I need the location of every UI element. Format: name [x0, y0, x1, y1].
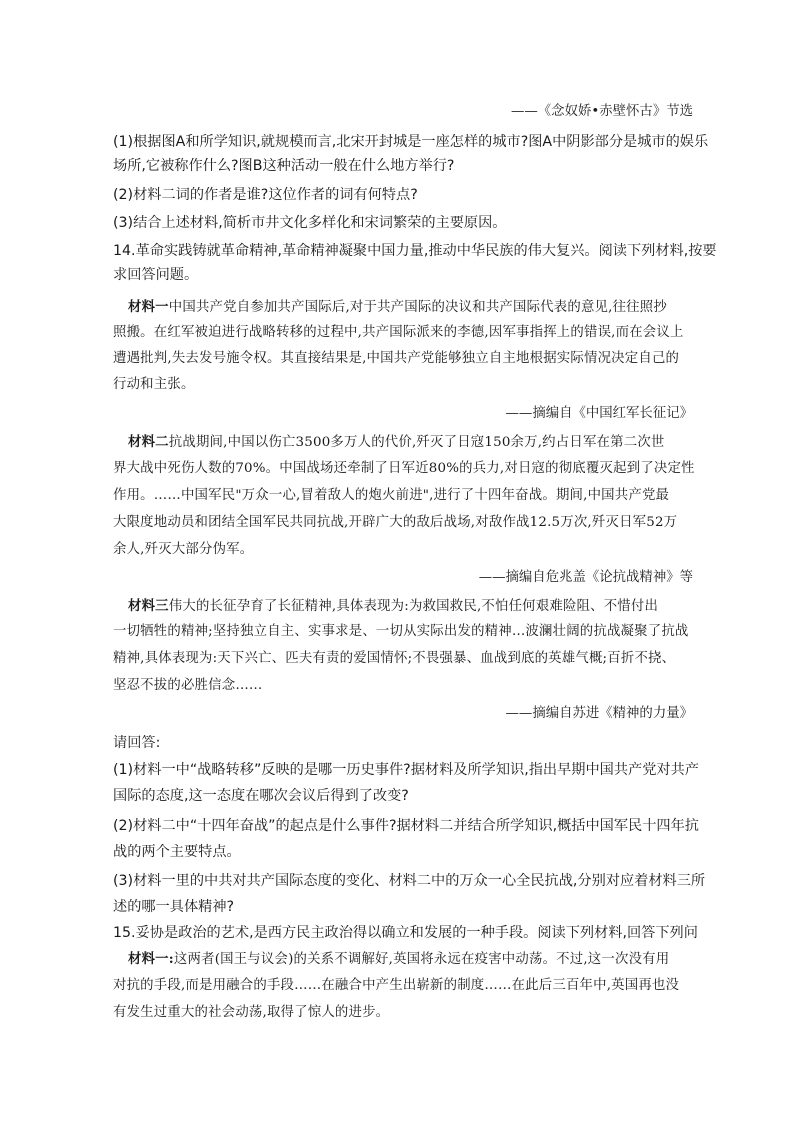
question-line: (2)材料二词的作者是谁?这位作者的词有何特点?	[113, 187, 418, 203]
material-line: 坚忍不拔的必胜信念……	[113, 678, 263, 693]
material-line	[113, 432, 708, 453]
prompt-label: 请回答:	[113, 735, 161, 751]
question-line: (1)根据图A和所学知识,就规模而言,北宋开封城是一座怎样的城市?图A中阴影部分是城市的娱乐	[113, 134, 709, 150]
question-line: 国际的态度,这一态度在哪次会议后得到了改变?	[113, 788, 409, 804]
material-text: 中国共产党自参加共产国际后,对于共产国际的决议和共产国际代表的意见,往往照抄	[168, 300, 667, 315]
source-citation: ——摘编自苏进《精神的力量》	[505, 706, 693, 721]
material-text: 这两者(国王与议会)的关系不调解好,英国将永远在疫害中动荡。不过,这一次没有用	[173, 952, 670, 967]
material-line: 对抗的手段,而是用融合的手段……在融合中产生出崭新的制度……在此后三百年中,英国再也没	[113, 978, 680, 993]
material-line	[113, 949, 708, 970]
material-line: 大限度地动员和团结全国军民共同抗战,开辟广大的敌后战场,对敌作战12.5万次,歼灭日军52万	[113, 515, 678, 530]
material-line: 行动和主张。	[113, 377, 195, 392]
material-line: 一切牺牲的精神;坚持独立自主、实事求是、一切从实际出发的精神…波澜壮阔的抗战凝聚了抗战	[113, 624, 689, 639]
question-line: (3)结合上述材料,简析市井文化多样化和宋词繁荣的主要原因。	[113, 215, 507, 231]
material-label: 材料一	[128, 299, 169, 315]
material-label: 材料三	[128, 598, 169, 614]
material-line	[113, 297, 708, 318]
material-label: 材料一:	[128, 951, 174, 967]
question-14-stem: 求回答问题。	[113, 267, 199, 283]
source-citation: ——摘编自危兆盖《论抗战精神》等	[478, 570, 693, 585]
material-line: 界大战中死伤人数的70%。中国战场还牵制了日军近80%的兵力,对日寇的彻底覆灭起到了决定性	[113, 461, 695, 476]
material-line: 作用。……中国军民"万众一心,冒着敌人的炮火前进",进行了十四年奋战。期间,中国共产党最	[113, 488, 670, 503]
question-line: 述的哪一具体精神?	[113, 899, 235, 915]
material-line	[113, 596, 708, 617]
question-line: (3)材料一里的中共对共产国际态度的变化、材料二中的万众一心全民抗战,分别对应着材料三所	[113, 873, 706, 889]
material-line: 余人,歼灭大部分伪军。	[113, 542, 254, 557]
material-line: 照搬。在红军被迫进行战略转移的过程中,共产国际派来的李德,因军事指挥上的错误,而在会议上	[113, 325, 684, 340]
material-line: 有发生过重大的社会动荡,取得了惊人的进步。	[113, 1005, 390, 1020]
question-line: (2)材料二中“十四年奋战”的起点是什么事件?据材料二并结合所学知识,概括中国军民十四年抗	[113, 818, 699, 834]
question-line: 场所,它被称作什么?图B这种活动一般在什么地方举行?	[113, 158, 455, 174]
source-citation: ——《念奴娇•赤壁怀古》节选	[511, 104, 693, 119]
material-line: 遭遇批判,失去发号施令权。其直接结果是,中国共产党能够独立自主地根据实际情况决定自己的	[113, 351, 680, 366]
material-line: 精神,具体表现为:天下兴亡、匹夫有责的爱国情怀;不畏强暴、血战到底的英雄气概;百折不挠、	[113, 651, 676, 666]
question-14-stem: 14.革命实践铸就革命精神,革命精神凝聚中国力量,推动中华民族的伟大复兴。阅读下列材料,按要	[113, 243, 717, 259]
question-line: (1)材料一中“战略转移”反映的是哪一历史事件?据材料及所学知识,指出早期中国共产党对共产	[113, 762, 699, 778]
question-line: 战的两个主要特点。	[113, 844, 241, 860]
material-text: 抗战期间,中国以伤亡3500多万人的代价,歼灭了日寇150余万,约占日军在第二次世	[168, 435, 665, 450]
question-15-stem: 15.妥协是政治的艺术,是西方民主政治得以确立和发展的一种手段。阅读下列材料,回答下列问	[113, 925, 698, 941]
material-text: 伟大的长征孕育了长征精神,具体表现为:为救国救民,不怕任何艰难险阻、不惜付出	[168, 599, 659, 614]
source-citation: ——摘编自《中国红军长征记》	[505, 406, 693, 421]
material-label: 材料二	[128, 434, 169, 450]
